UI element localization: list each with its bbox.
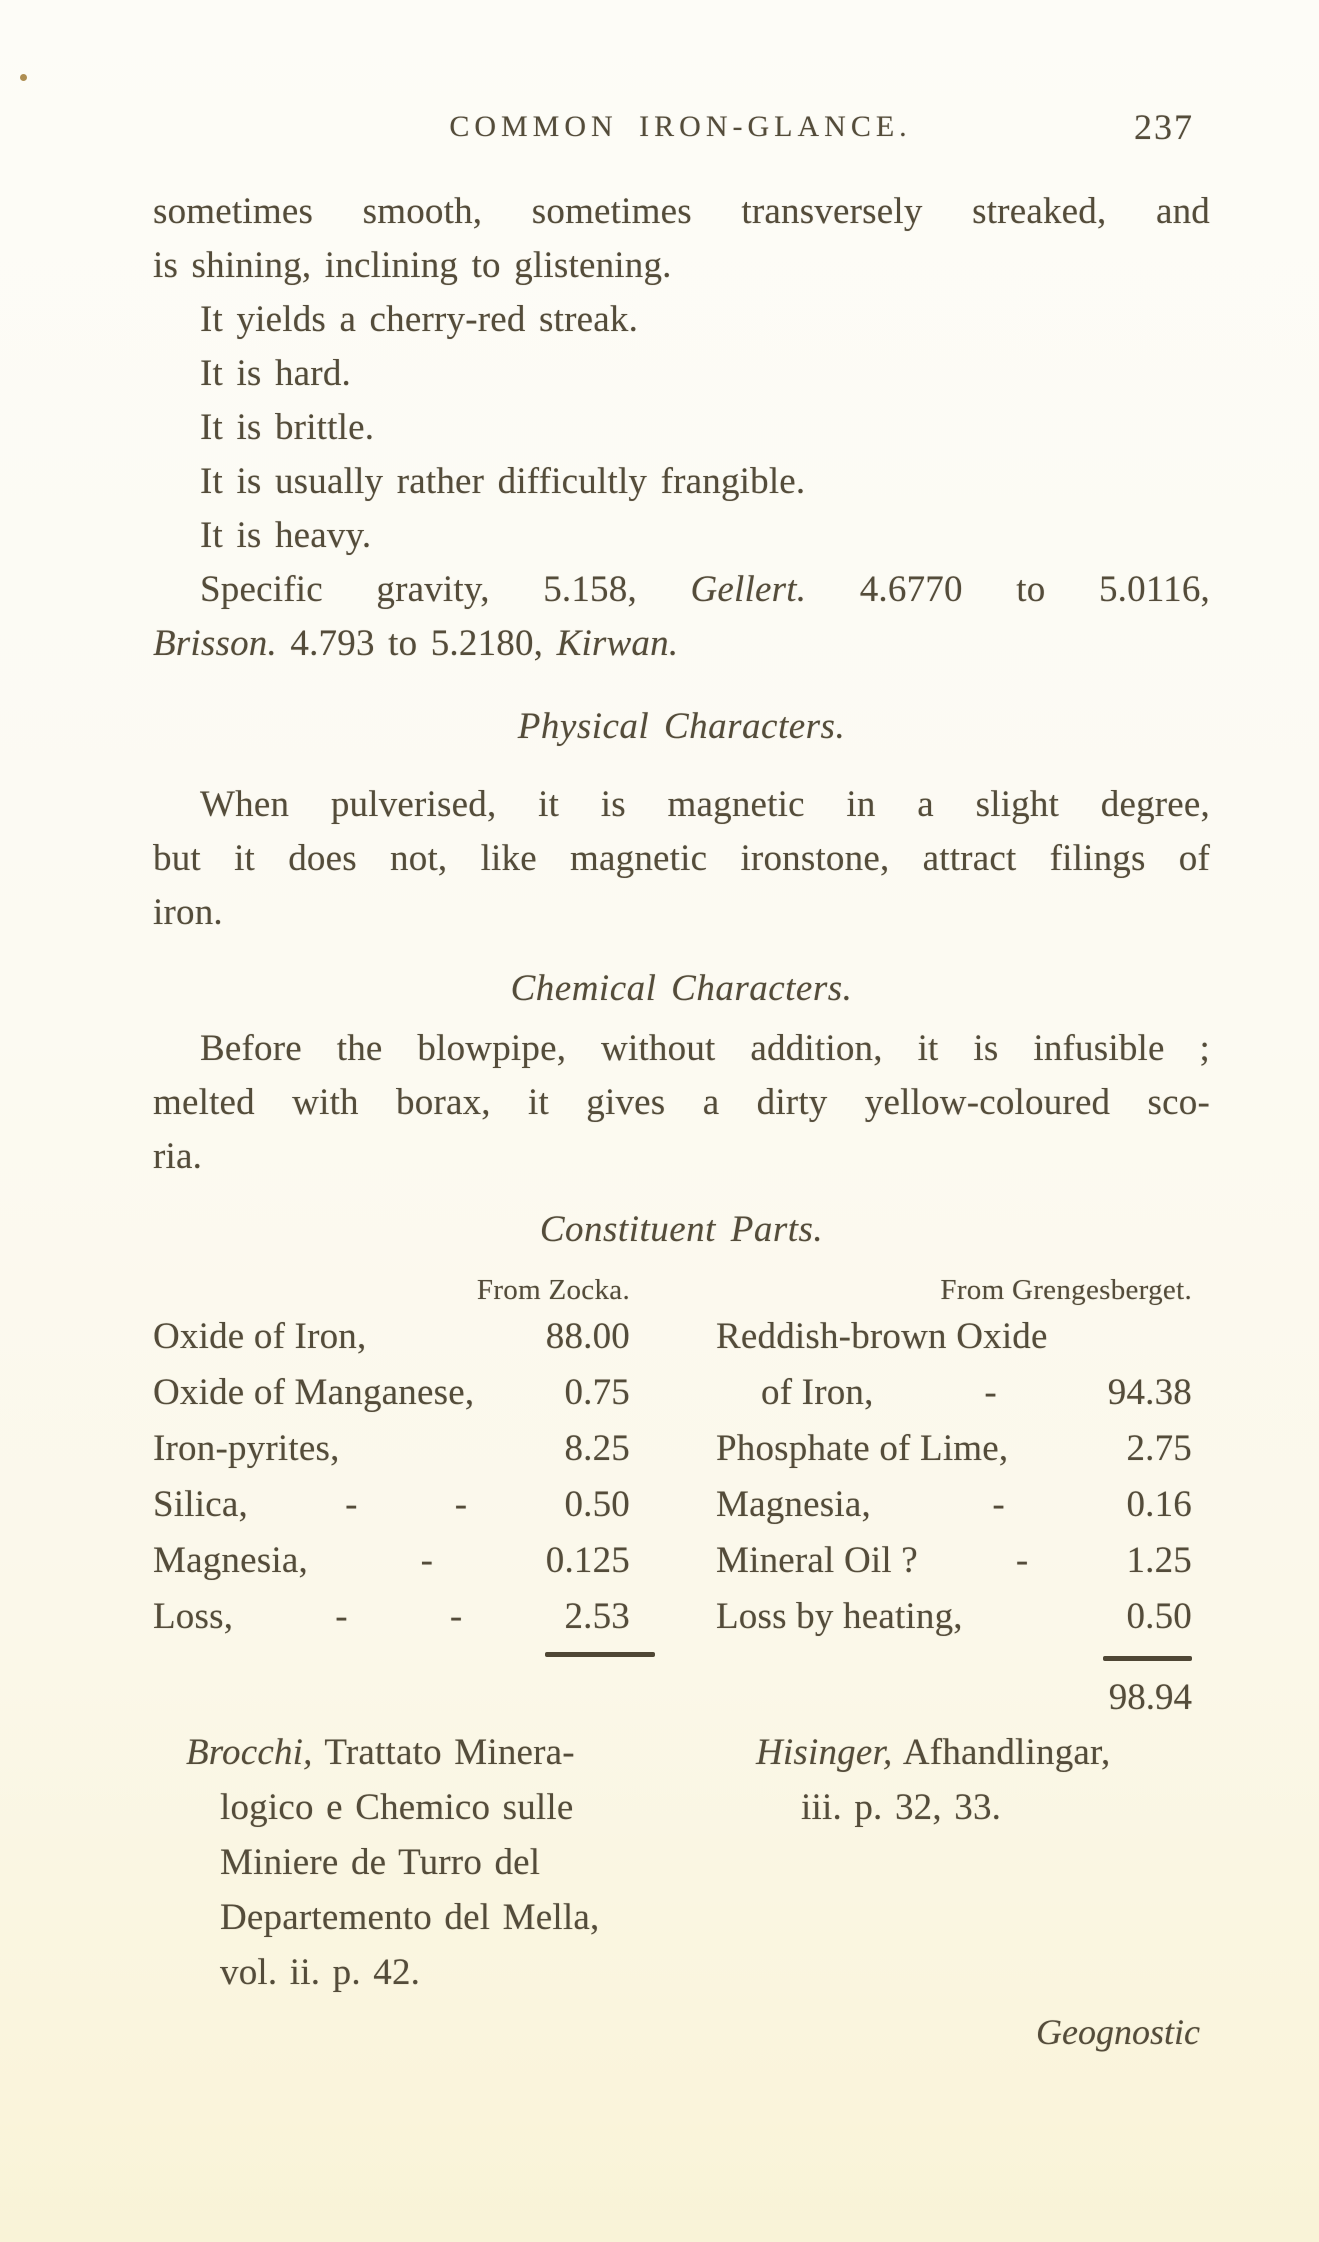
table-row bbox=[153, 1309, 630, 1365]
sum-rule-left bbox=[545, 1652, 655, 1657]
row-dashes bbox=[308, 1533, 546, 1589]
row-label: Phosphate of Lime, bbox=[716, 1428, 1009, 1469]
running-title: COMMON IRON-GLANCE. bbox=[449, 110, 912, 143]
dash: - bbox=[454, 1484, 468, 1525]
table-row bbox=[153, 1365, 630, 1421]
author-name: Brisson. bbox=[153, 623, 277, 664]
grengesberget-total: 98.94 bbox=[1108, 1677, 1192, 1718]
row-value: 8.25 bbox=[564, 1428, 630, 1469]
citation-line: iii. p. 32, 33. bbox=[801, 1787, 1002, 1828]
row-value: 2.53 bbox=[564, 1596, 630, 1637]
row-label: Magnesia, bbox=[153, 1540, 308, 1581]
row-dashes bbox=[918, 1533, 1127, 1589]
row-label: Oxide of Iron, bbox=[153, 1316, 367, 1357]
sum-rule-right bbox=[1103, 1656, 1192, 1661]
body-block-1 bbox=[153, 185, 1210, 671]
body-line: melted with borax, it gives a dirty yellow-coloured sco- bbox=[153, 1082, 1210, 1123]
body-block-2 bbox=[153, 778, 1210, 940]
table-row bbox=[716, 1589, 1192, 1645]
table-row bbox=[716, 1309, 1192, 1365]
body-line: It yields a cherry-red streak. bbox=[200, 299, 639, 340]
catchword: Geognostic bbox=[1036, 2012, 1200, 2052]
table-row bbox=[153, 1533, 630, 1589]
row-label: Loss by heating, bbox=[716, 1596, 963, 1637]
row-dashes bbox=[874, 1365, 1108, 1421]
body-line: iron. bbox=[153, 892, 223, 933]
table-row bbox=[716, 1533, 1192, 1589]
body-line: Before the blowpipe, without addition, it is infusible ; bbox=[200, 1028, 1210, 1069]
row-dashes bbox=[1008, 1421, 1126, 1477]
row-label: Magnesia, bbox=[716, 1484, 871, 1525]
row-label: Iron-pyrites, bbox=[153, 1428, 340, 1469]
row-dashes bbox=[474, 1365, 564, 1421]
specific-gravity-line-2 bbox=[153, 617, 1210, 671]
citation-line: Miniere de Turro del bbox=[220, 1842, 541, 1883]
body-line: but it does not, like magnetic ironstone, attract filings of bbox=[153, 838, 1210, 879]
dash: - bbox=[449, 1596, 463, 1637]
dash: - bbox=[335, 1596, 348, 1637]
body-line: It is hard. bbox=[200, 353, 351, 394]
citation-line bbox=[756, 1725, 1226, 1780]
citation-text: Trattato Minera- bbox=[324, 1732, 575, 1773]
body-block-3 bbox=[153, 1022, 1210, 1184]
dash: - bbox=[992, 1484, 1005, 1525]
page-number: 237 bbox=[1134, 107, 1194, 147]
row-value: 0.125 bbox=[545, 1540, 630, 1581]
author-name: Gellert. bbox=[690, 569, 807, 610]
body-line: sometimes smooth, sometimes transversely streaked, and bbox=[153, 191, 1210, 232]
author-name: Kirwan. bbox=[556, 623, 679, 664]
body-line: ria. bbox=[153, 1136, 203, 1177]
row-dashes bbox=[233, 1589, 564, 1645]
section-heading-constituent: Constituent Parts. bbox=[539, 1209, 824, 1250]
citation-text: Afhandlingar, bbox=[902, 1732, 1111, 1773]
row-value: 2.75 bbox=[1126, 1428, 1192, 1469]
body-line: It is heavy. bbox=[200, 515, 372, 556]
row-dashes bbox=[340, 1421, 565, 1477]
row-dashes bbox=[1048, 1309, 1192, 1365]
citation-line: Departemento del Mella, bbox=[220, 1897, 600, 1938]
row-label: Reddish-brown Oxide bbox=[716, 1316, 1048, 1357]
row-value: 0.50 bbox=[1126, 1596, 1192, 1637]
row-value: 94.38 bbox=[1107, 1372, 1192, 1413]
row-value: 1.25 bbox=[1126, 1540, 1192, 1581]
section-heading-physical: Physical Characters. bbox=[517, 706, 846, 747]
body-line: When pulverised, it is magnetic in a slight degree, bbox=[200, 784, 1210, 825]
row-label: Oxide of Manganese, bbox=[153, 1372, 475, 1413]
row-dashes bbox=[366, 1309, 545, 1365]
table-row bbox=[153, 1589, 630, 1645]
row-label: of Iron, bbox=[761, 1372, 874, 1413]
body-text: 4.793 to 5.2180, bbox=[290, 623, 544, 664]
citation-line: vol. ii. p. 42. bbox=[220, 1952, 421, 1993]
dash: - bbox=[984, 1372, 997, 1413]
row-value: 0.75 bbox=[564, 1372, 630, 1413]
row-dashes bbox=[248, 1477, 565, 1533]
table-row bbox=[153, 1477, 630, 1533]
table-row bbox=[153, 1421, 630, 1477]
section-heading-chemical: Chemical Characters. bbox=[510, 968, 853, 1009]
citation-hisinger bbox=[756, 1725, 1226, 1835]
running-head bbox=[153, 100, 1208, 154]
citation-line bbox=[186, 1725, 746, 1780]
body-line: It is brittle. bbox=[200, 407, 375, 448]
citation-line: logico e Chemico sulle bbox=[220, 1787, 574, 1828]
dash: - bbox=[1015, 1540, 1029, 1581]
table-row bbox=[716, 1421, 1192, 1477]
table-header-zocka: From Zocka. bbox=[476, 1274, 630, 1306]
body-text: Specific gravity, 5.158, bbox=[200, 569, 637, 610]
body-line: is shining, inclining to glistening. bbox=[153, 245, 672, 286]
body-text: 4.6770 to 5.0116, bbox=[859, 569, 1211, 610]
body-line: It is usually rather difficultly frangible. bbox=[200, 461, 806, 502]
row-label: Loss, bbox=[153, 1596, 234, 1637]
row-value: 88.00 bbox=[545, 1316, 630, 1357]
table-row bbox=[716, 1477, 1192, 1533]
row-dashes bbox=[963, 1589, 1127, 1645]
dash: - bbox=[420, 1540, 434, 1581]
table-header-grengesberget: From Grengesberget. bbox=[940, 1274, 1192, 1306]
author-name: Brocchi, bbox=[186, 1732, 313, 1773]
table-grengesberget bbox=[716, 1309, 1192, 1645]
row-value: 0.50 bbox=[564, 1484, 630, 1525]
table-row bbox=[716, 1365, 1192, 1421]
ink-speck bbox=[20, 74, 27, 81]
row-dashes bbox=[871, 1477, 1127, 1533]
author-name: Hisinger, bbox=[756, 1732, 893, 1773]
row-label: Silica, bbox=[153, 1484, 248, 1525]
table-zocka bbox=[153, 1309, 630, 1645]
specific-gravity-line-1 bbox=[153, 563, 1210, 617]
citation-brocchi bbox=[186, 1725, 746, 2000]
row-value: 0.16 bbox=[1126, 1484, 1192, 1525]
row-label: Mineral Oil ? bbox=[716, 1540, 918, 1581]
dash: - bbox=[345, 1484, 358, 1525]
